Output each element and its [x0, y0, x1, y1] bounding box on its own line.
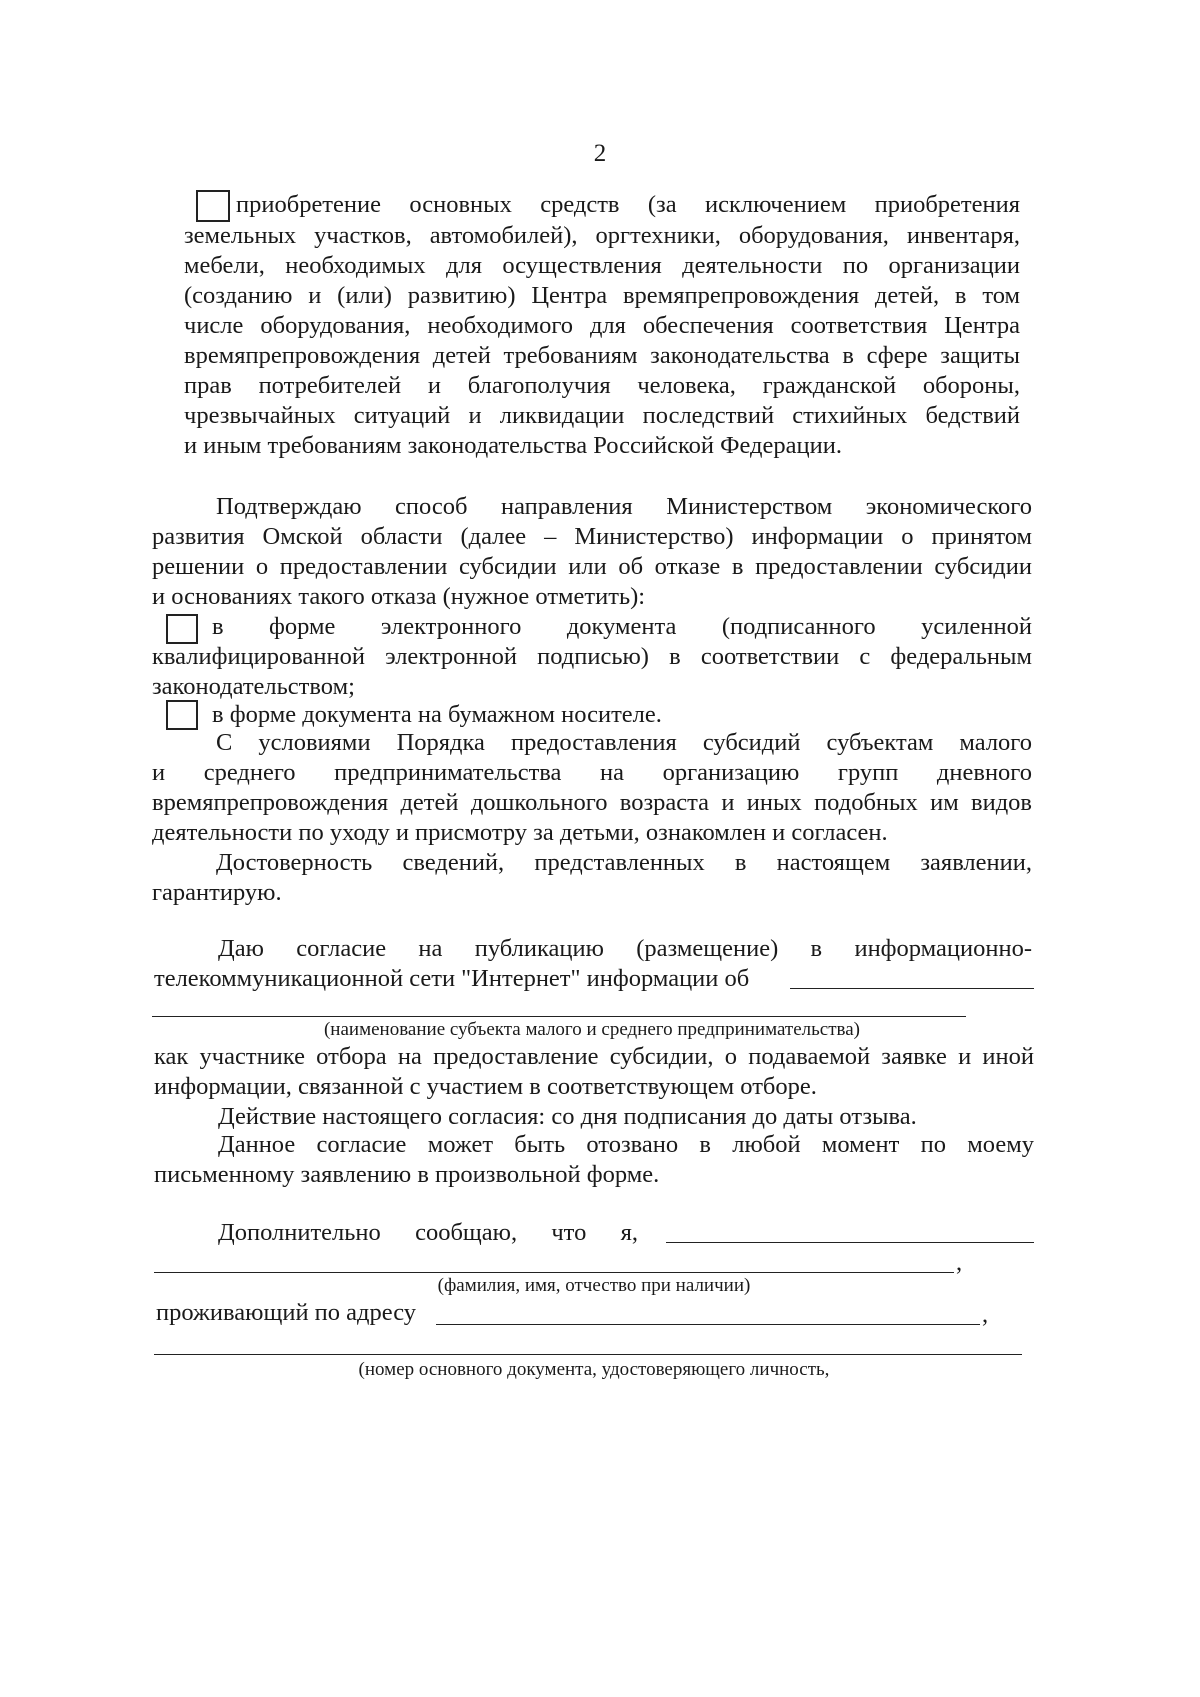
- revocation-line: Данное согласие может быть отозвано в любой момент по моему: [218, 1131, 1034, 1158]
- additional-info-lead: Дополнительно сообщаю, что я,: [218, 1219, 638, 1246]
- consent-line: Даю согласие на публикацию (размещение) в информационно-: [218, 935, 1032, 962]
- conditions-line: С условиями Порядка предоставления субсидий субъектам малого: [216, 729, 1032, 756]
- method-line: Подтверждаю способ направления Министерством экономического: [216, 493, 1032, 520]
- electronic-option-line: квалифицированной электронной подписью) в соответствии с федеральным: [152, 643, 1032, 670]
- electronic-option-checkbox[interactable]: [166, 614, 198, 644]
- electronic-option-line: в форме электронного документа (подписанного усиленной: [212, 613, 1032, 640]
- full-name-field[interactable]: [666, 1242, 1034, 1243]
- conditions-line: деятельности по уходу и присмотру за детьми, ознакомлен и согласен.: [152, 819, 888, 846]
- address-field-continuation[interactable]: [154, 1354, 1022, 1355]
- address-label: проживающий по адресу: [156, 1299, 417, 1326]
- reliability-line: Достоверность сведений, представленных в настоящем заявлении,: [216, 849, 1032, 876]
- fixed-assets-line: приобретение основных средств (за исключением приобретения: [236, 191, 1020, 218]
- fixed-assets-line: прав потребителей и благополучия человека, гражданской обороны,: [184, 372, 1020, 399]
- full-name-field-continuation[interactable]: [154, 1272, 954, 1273]
- consent-continuation-line: информации, связанной с участием в соответствующем отборе.: [154, 1073, 817, 1100]
- paper-option-checkbox[interactable]: [166, 700, 198, 730]
- fixed-assets-line: мебели, необходимых для осуществления деятельности по организации: [184, 252, 1020, 279]
- consent-continuation-line: как участнике отбора на предоставление субсидии, о подаваемой заявке и иной: [154, 1043, 1034, 1070]
- fixed-assets-line: числе оборудования, необходимого для обеспечения соответствия Центра: [184, 312, 1020, 339]
- method-line: и основаниях такого отказа (нужное отметить):: [152, 583, 646, 610]
- fixed-assets-line: чрезвычайных ситуаций и ликвидации последствий стихийных бедствий: [184, 402, 1020, 429]
- entity-name-field-continuation[interactable]: [152, 1016, 966, 1017]
- entity-name-field[interactable]: [790, 988, 1034, 989]
- reliability-line: гарантирую.: [152, 879, 282, 906]
- full-name-comma: ,: [956, 1249, 963, 1276]
- fixed-assets-line: и иным требованиям законодательства Российской Федерации.: [184, 432, 842, 459]
- electronic-option-line: законодательством;: [152, 673, 355, 700]
- address-field[interactable]: [436, 1324, 980, 1325]
- method-line: решении о предоставлении субсидии или об отказе в предоставлении субсидии: [152, 553, 1032, 580]
- fixed-assets-line: (созданию и (или) развитию) Центра времяпрепровождения детей, в том: [184, 282, 1020, 309]
- revocation-line: письменному заявлению в произвольной форме.: [154, 1161, 660, 1188]
- address-comma: ,: [982, 1301, 989, 1328]
- fixed-assets-checkbox[interactable]: [196, 190, 230, 222]
- paper-option-text: в форме документа на бумажном носителе.: [212, 701, 662, 728]
- identity-document-caption: (номер основного документа, удостоверяющего личность,: [358, 1359, 830, 1380]
- method-line: развития Омской области (далее – Министерство) информации о принятом: [152, 523, 1032, 550]
- conditions-line: и среднего предпринимательства на организацию групп дневного: [152, 759, 1032, 786]
- consent-line: телекоммуникационной сети "Интернет" информации об: [154, 965, 750, 992]
- validity-text: Действие настоящего согласия: со дня подписания до даты отзыва.: [218, 1103, 917, 1130]
- fixed-assets-line: времяпрепровождения детей требованиям законодательства в сфере защиты: [184, 342, 1020, 369]
- full-name-caption: (фамилия, имя, отчество при наличии): [437, 1275, 751, 1296]
- entity-name-caption: (наименование субъекта малого и среднего предпринимательства): [323, 1019, 861, 1040]
- fixed-assets-line: земельных участков, автомобилей), оргтехники, оборудования, инвентаря,: [184, 222, 1020, 249]
- conditions-line: времяпрепровождения детей дошкольного возраста и иных подобных им видов: [152, 789, 1032, 816]
- page-number: 2: [593, 140, 607, 167]
